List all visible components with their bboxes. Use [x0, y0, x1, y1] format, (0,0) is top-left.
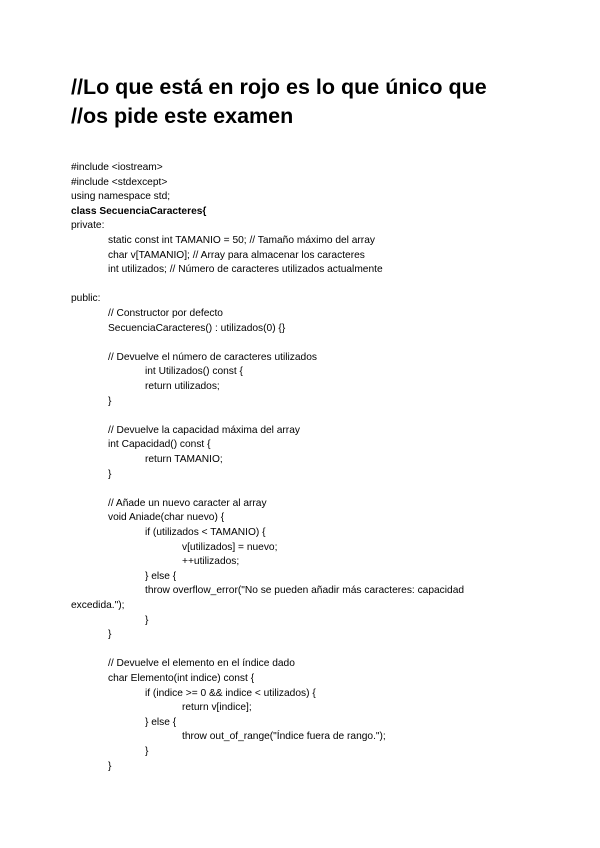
code-line-return-v-indice: return v[indice]; [182, 702, 252, 714]
code-line-close-brace: } [145, 746, 149, 757]
code-line-public: public: [71, 293, 101, 305]
code-line-array: char v[TAMANIO]; // Array para almacenar los caracteres [108, 249, 365, 261]
code-line-using-namespace: using namespace std; [71, 191, 171, 203]
code-line-tamanio: static const int TAMANIO = 50; // Tamaño máximo del array [108, 235, 375, 246]
code-line-assign-nuevo: v[utilizados] = nuevo; [182, 541, 278, 553]
code-line-return-utilizados: return utilizados; [145, 381, 220, 392]
code-line-if-indice: if (indice >= 0 && indice < utilizados) { [145, 687, 316, 699]
code-line-comment-capacidad: // Devuelve la capacidad máxima del array [108, 424, 300, 436]
code-line-utilizados-signature: int Utilizados() const { [145, 366, 243, 378]
title-line-1: //Lo que está en rojo es lo que único que [71, 75, 487, 99]
title-line-2: //os pide este examen [71, 104, 294, 128]
code-line-comment-constructor: // Constructor por defecto [108, 308, 223, 319]
code-line-else: } else { [145, 570, 177, 582]
code-line-class-declaration: class SecuenciaCaracteres{ [71, 205, 207, 217]
code-line-close-brace: } [145, 614, 149, 626]
code-line-utilizados: int utilizados; // Número de caracteres utilizados actualmente [108, 264, 383, 276]
code-line-return-tamanio: return TAMANIO; [145, 454, 223, 465]
code-line-capacidad-signature: int Capacidad() const { [108, 439, 211, 451]
code-line-if-utilizados: if (utilizados < TAMANIO) { [145, 527, 266, 538]
code-line-include-stdexcept: #include <stdexcept> [71, 176, 168, 188]
code-line-throw-overflow-cont: excedida."); [71, 600, 125, 611]
code-line-private: private: [71, 220, 105, 232]
code-line-else: } else { [145, 716, 177, 728]
code-line-increment: ++utilizados; [182, 556, 240, 568]
code-line-close-brace: } [108, 760, 112, 772]
code-line-aniade-signature: void Aniade(char nuevo) { [108, 512, 225, 524]
code-line-include-iostream: #include <iostream> [71, 162, 163, 173]
code-line-comment-aniade: // Añade un nuevo caracter al array [108, 497, 267, 509]
code-line-comment-elemento: // Devuelve el elemento en el índice dado [108, 658, 295, 670]
code-line-elemento-signature: char Elemento(int indice) const { [108, 673, 255, 684]
code-line-comment-utilizados: // Devuelve el número de caracteres utilizados [108, 351, 317, 363]
page-title [71, 73, 487, 131]
code-line-close-brace: } [108, 629, 112, 641]
code-line-throw-overflow: throw overflow_error("No se pueden añadir más caracteres: capacidad [145, 585, 465, 597]
code-line-constructor: SecuenciaCaracteres() : utilizados(0) {} [108, 322, 286, 334]
code-line-throw-out-of-range: throw out_of_range("Índice fuera de rango."); [182, 731, 386, 743]
code-line-close-brace: } [108, 468, 112, 480]
code-line-close-brace: } [108, 395, 112, 407]
